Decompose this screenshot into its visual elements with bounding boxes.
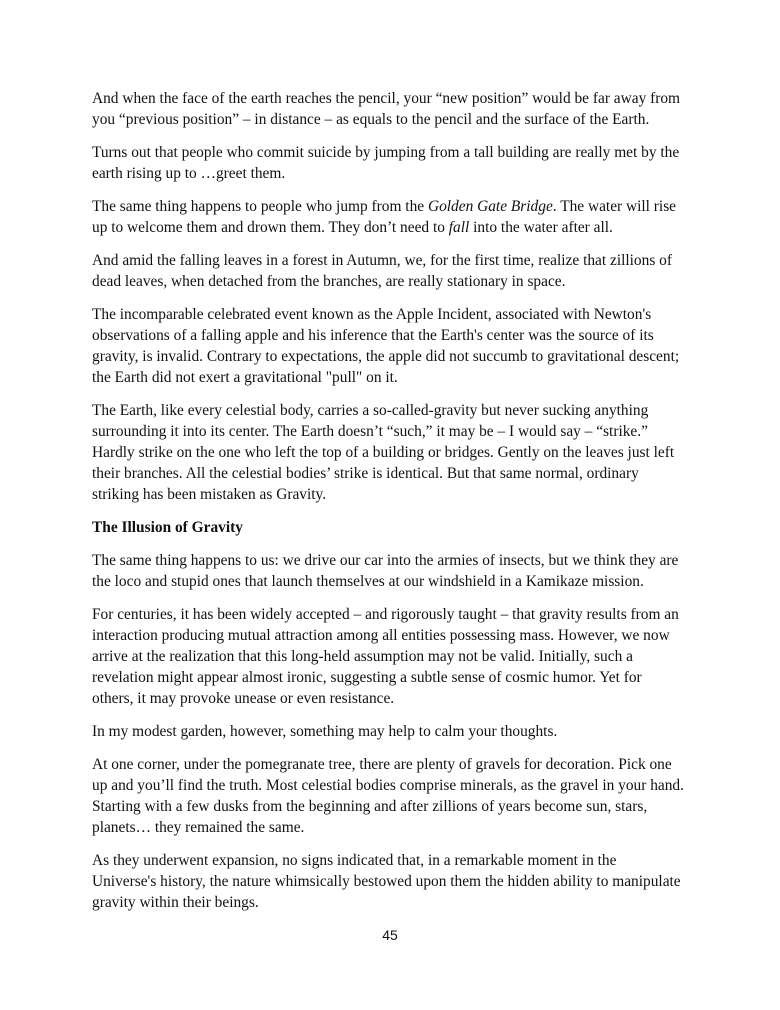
fall-italic: fall xyxy=(448,219,470,236)
paragraph-expansion: As they underwent expansion, no signs indicated that, in a remarkable moment in the Universe's history, the nature whimsically bestowed upon them the hidden ability to manipulate gravity within their beings. xyxy=(92,852,681,911)
paragraph-apple-incident: The incomparable celebrated event known as the Apple Incident, associated with Newton's observations of a falling apple and his inference that the Earth's center was the source of its gravity, is invalid. Contrary to expectations, the apple did not succumb to gravitational descent; the Earth did not exert a gravitational "pull" on it. xyxy=(92,306,680,386)
golden-gate-text-3: into the water after all. xyxy=(469,219,613,236)
golden-gate-bridge-italic: Golden Gate Bridge xyxy=(427,198,553,215)
paragraph-pomegranate: At one corner, under the pomegranate tree, there are plenty of gravels for decoration. Pick one up and you’ll find the truth. Most celestial bodies comprise minerals, as the gravel in your hand. Starting with a few dusks from the beginning and after zillions of years become sun, stars, planets… they remained the same. xyxy=(92,756,684,836)
paragraph-centuries: For centuries, it has been widely accepted – and rigorously taught – that gravity results from an interaction producing mutual attraction among all entities possessing mass. However, we now arrive at the realization that this long-held assumption may not be valid. Initially, such a revelation might appear almost ironic, suggesting a subtle sense of cosmic humor. Yet for others, it may provoke unease or even resistance. xyxy=(92,606,679,707)
paragraph-new-position: And when the face of the earth reaches the pencil, your “new position” would be far away from you “previous position” – in distance – as equals to the pencil and the surface of the Earth. xyxy=(92,90,681,128)
paragraph-garden: In my modest garden, however, something may help to calm your thoughts. xyxy=(92,723,558,740)
body-text xyxy=(92,88,684,925)
golden-gate-text-1: The same thing happens to people who jump from the xyxy=(92,198,428,215)
section-heading: The Illusion of Gravity xyxy=(92,519,243,536)
paragraph-suicide-building: Turns out that people who commit suicide by jumping from a tall building are really met by the earth rising up to …greet them. xyxy=(92,144,680,182)
paragraph-insects: The same thing happens to us: we drive our car into the armies of insects, but we think they are the loco and stupid ones that launch themselves at our windshield in a Kamikaze mission. xyxy=(92,552,679,590)
golden-gate-text-2: . The water will rise up to welcome them and drown them. They don’t need to xyxy=(92,198,677,236)
page-number: 45 xyxy=(382,927,398,943)
paragraph-earth-strike: The Earth, like every celestial body, carries a so-called-gravity but never sucking anything surrounding it into its center. The Earth doesn’t “such,” it may be – I would say – “strike.” Hardly strike on the one who left the top of a building or bridges. Gently on the leaves just left their branches. All the celestial bodies’ strike is identical. But that same normal, ordinary striking has been mistaken as Gravity. xyxy=(92,402,675,503)
paragraph-golden-gate xyxy=(92,196,684,238)
paragraph-autumn-leaves: And amid the falling leaves in a forest in Autumn, we, for the first time, realize that zillions of dead leaves, when detached from the branches, are really stationary in space. xyxy=(92,252,672,290)
